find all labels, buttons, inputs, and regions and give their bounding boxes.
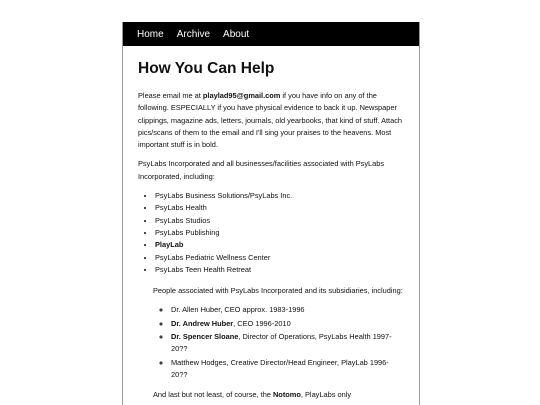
last-paragraph: [153, 389, 404, 401]
nav-home-link[interactable]: Home: [137, 28, 164, 40]
companies-list: [138, 190, 404, 276]
intro-text-before: Please email me at: [138, 91, 203, 100]
company-list-item: [155, 227, 404, 239]
person-name: Dr. Spencer Sloane: [171, 332, 239, 342]
company-name: PsyLabs Studios: [155, 215, 211, 225]
person-name: Dr. Andrew Huber: [171, 318, 234, 328]
person-role: , CEO 1996-2010: [233, 318, 291, 328]
intro-paragraph: [138, 90, 404, 151]
company-list-item: [155, 252, 404, 264]
last-text-before: And last but not least, of course, the: [153, 390, 273, 400]
company-name: PsyLabs Business Solutions/PsyLabs Inc.: [155, 191, 293, 201]
person-name: Dr. Allen Huber: [171, 305, 221, 315]
companies-intro: PsyLabs Incorporated and all businesses/facilities associated with PsyLabs Incorporated, including:: [138, 159, 385, 181]
company-list-item: [155, 239, 404, 251]
page-title: How You Can Help: [138, 60, 275, 77]
person-role: , Director of Operations, PsyLabs Health 1997-20??: [171, 332, 392, 354]
person-role: , CEO approx. 1983-1996: [220, 305, 305, 315]
nav-archive-link[interactable]: Archive: [176, 28, 211, 40]
people-intro: People associated with PsyLabs Incorporated and its subsidiaries, including:: [153, 286, 403, 296]
company-name: PsyLabs Health: [155, 203, 207, 213]
nav-about-link[interactable]: About: [223, 28, 250, 40]
person-role: , Creative Director/Head Engineer, PlayLab 1996-20??: [171, 357, 389, 379]
company-name: PlayLab: [155, 240, 184, 250]
company-list-item: [155, 202, 404, 214]
people-section: [138, 285, 404, 401]
people-list: [153, 304, 404, 381]
company-name: PsyLabs Publishing: [155, 227, 220, 237]
person-list-item: [171, 331, 404, 356]
top-navbar: [123, 22, 419, 46]
last-text-after: , PlayLabs only: [300, 390, 352, 400]
main-content: [123, 46, 419, 402]
company-name: PsyLabs Pediatric Wellness Center: [155, 252, 271, 262]
intro-text-after: if you have info on any of the following. ESPECIALLY if you have physical evidence to back it up. Newspaper clippings, magazine ads, letters, journals, old yearbooks, that kind of stuff. Attach pics/scans of them to the email and I'll sing your praises to the heavens. Most important stuff is in bold.: [138, 91, 403, 150]
company-list-item: [155, 190, 404, 202]
contact-email: playlad95@gmail.com: [202, 91, 281, 100]
company-list-item: [155, 264, 404, 276]
company-name: PsyLabs Teen Health Retreat: [155, 264, 251, 274]
person-name: Matthew Hodges: [171, 357, 227, 367]
person-list-item: [171, 304, 404, 316]
person-list-item: [171, 318, 404, 330]
page-container: [122, 22, 420, 405]
person-list-item: [171, 357, 404, 382]
company-list-item: [155, 215, 404, 227]
last-text-bold: Notomo: [272, 390, 301, 400]
